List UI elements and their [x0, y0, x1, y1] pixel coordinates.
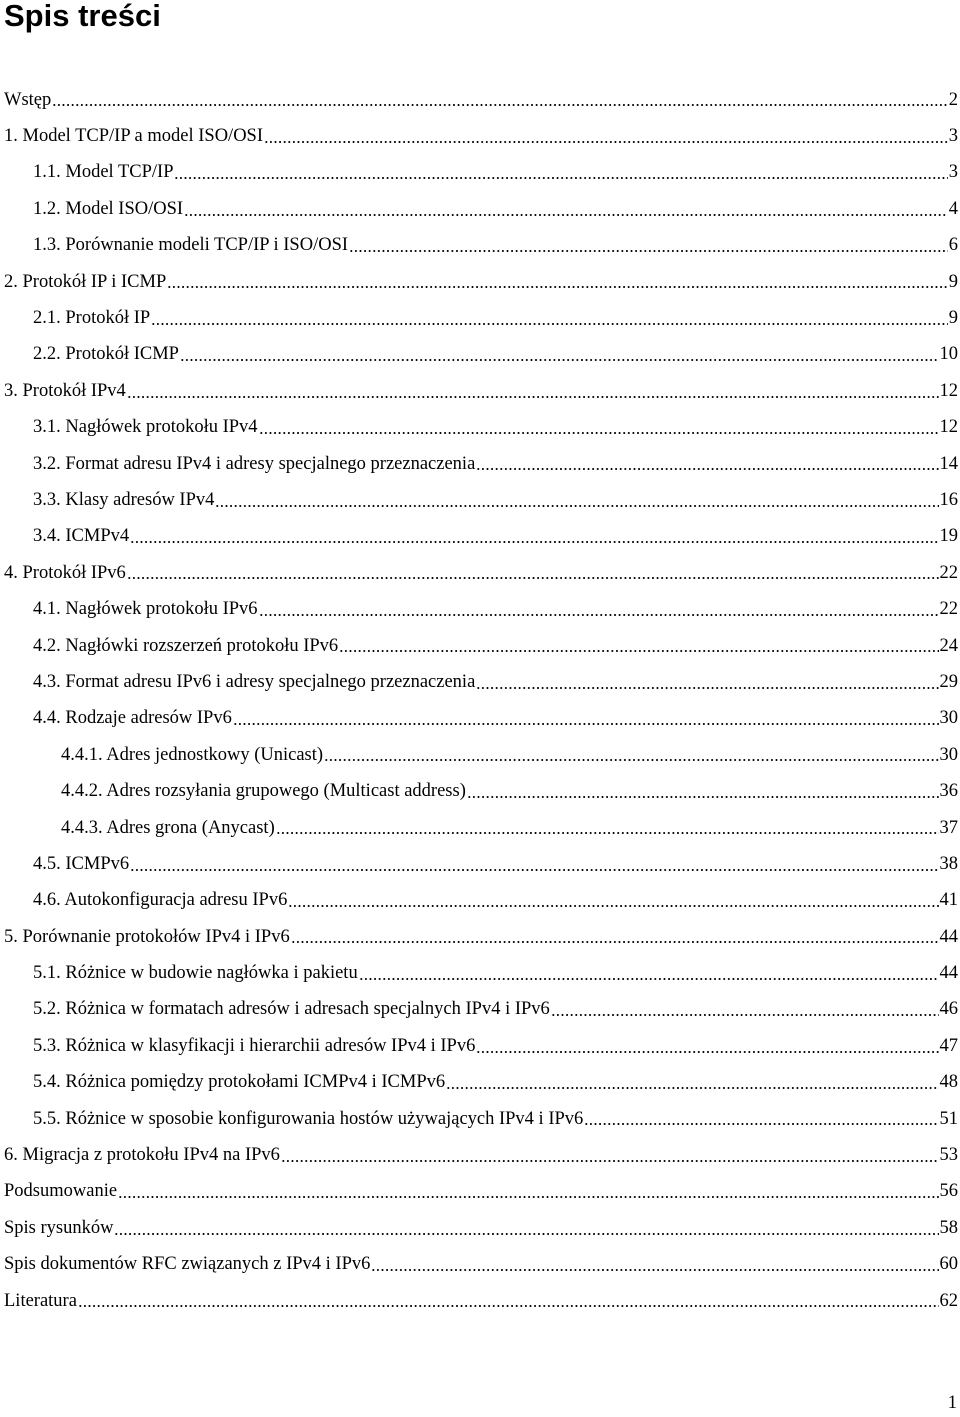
toc-entry-page: 44 [939, 963, 958, 984]
toc-dot-leader [130, 538, 938, 546]
toc-entry-label: Spis dokumentów RFC związanych z IPv4 i IPv6 [4, 1254, 371, 1275]
toc-entry-label: 5.3. Różnica w klasyfikacji i hierarchii adresów IPv4 i IPv6 [33, 1035, 476, 1056]
toc-entry[interactable] [0, 773, 960, 809]
table-of-contents [0, 82, 960, 1319]
toc-dot-leader [359, 975, 939, 983]
toc-entry-label: 1.1. Model TCP/IP [33, 162, 174, 183]
toc-entry-label: 4.1. Nagłówek protokołu IPv6 [33, 599, 258, 620]
toc-entry-page: 29 [939, 671, 958, 692]
toc-entry[interactable] [0, 664, 960, 700]
toc-entry-label: 1.3. Porównanie modeli TCP/IP i ISO/OSI [33, 235, 349, 256]
toc-entry[interactable] [0, 373, 960, 409]
toc-entry-label: Spis rysunków [4, 1217, 114, 1238]
toc-entry-page: 46 [939, 999, 958, 1020]
toc-entry-page: 48 [939, 1072, 958, 1093]
toc-entry[interactable] [0, 228, 960, 264]
toc-entry-label: 5. Porównanie protokołów IPv4 i IPv6 [4, 926, 290, 947]
page-title: Spis treści [4, 0, 161, 33]
toc-dot-leader [259, 611, 939, 619]
toc-entry[interactable] [0, 1137, 960, 1173]
toc-dot-leader [180, 356, 939, 364]
toc-entry-page: 62 [939, 1290, 958, 1311]
toc-dot-leader [339, 647, 938, 655]
toc-entry[interactable] [0, 1101, 960, 1137]
toc-entry[interactable] [0, 1210, 960, 1246]
toc-dot-leader [52, 101, 947, 109]
toc-entry-label: 3. Protokół IPv4 [4, 380, 126, 401]
page-number: 1 [947, 1393, 957, 1413]
toc-entry[interactable] [0, 992, 960, 1028]
toc-entry-label: 2.2. Protokół ICMP [33, 344, 179, 365]
toc-entry-label: 3.2. Format adresu IPv4 i adresy specjalnego przeznaczenia [33, 453, 476, 474]
toc-dot-leader [259, 429, 939, 437]
toc-dot-leader [151, 320, 948, 328]
toc-entry[interactable] [0, 1174, 960, 1210]
toc-entry[interactable] [0, 737, 960, 773]
toc-entry-label: 4.4. Rodzaje adresów IPv6 [33, 708, 232, 729]
toc-dot-leader [281, 1157, 939, 1165]
toc-entry-label: Wstęp [4, 89, 52, 110]
toc-dot-leader [215, 502, 938, 510]
toc-entry[interactable] [0, 1028, 960, 1064]
toc-entry-page: 10 [939, 344, 958, 365]
toc-entry-page: 38 [939, 853, 958, 874]
toc-entry-page: 2 [948, 89, 958, 110]
toc-dot-leader [291, 938, 939, 946]
toc-entry[interactable] [0, 191, 960, 227]
toc-dot-leader [78, 1302, 939, 1310]
toc-entry[interactable] [0, 919, 960, 955]
toc-entry-page: 30 [939, 708, 958, 729]
toc-entry-label: 5.5. Różnice w sposobie konfigurowania hostów używających IPv4 i IPv6 [33, 1108, 584, 1129]
toc-dot-leader [114, 1230, 938, 1238]
toc-dot-leader [127, 574, 939, 582]
toc-dot-leader [467, 793, 939, 801]
toc-entry-label: 4. Protokół IPv6 [4, 562, 126, 583]
toc-entry-page: 4 [948, 198, 958, 219]
toc-entry-label: 1.2. Model ISO/OSI [33, 198, 184, 219]
toc-entry[interactable] [0, 628, 960, 664]
toc-entry-page: 41 [939, 890, 958, 911]
toc-entry[interactable] [0, 482, 960, 518]
toc-entry-label: 3.4. ICMPv4 [33, 526, 130, 547]
toc-entry[interactable] [0, 555, 960, 591]
toc-entry[interactable] [0, 591, 960, 627]
toc-dot-leader [584, 1120, 938, 1128]
toc-entry-page: 19 [939, 526, 958, 547]
toc-entry-page: 14 [939, 453, 958, 474]
toc-dot-leader [130, 866, 938, 874]
toc-entry-label: 2.1. Protokół IP [33, 308, 151, 329]
toc-entry[interactable] [0, 1247, 960, 1283]
toc-entry-label: 4.3. Format adresu IPv6 i adresy specjalnego przeznaczenia [33, 671, 476, 692]
toc-entry-label: 1. Model TCP/IP a model ISO/OSI [4, 126, 264, 147]
toc-entry-label: 4.4.2. Adres rozsyłania grupowego (Multicast address) [61, 781, 466, 802]
toc-entry-page: 56 [939, 1181, 958, 1202]
toc-entry-page: 16 [939, 489, 958, 510]
toc-entry-page: 44 [939, 926, 958, 947]
toc-dot-leader [127, 393, 939, 401]
toc-dot-leader [276, 829, 939, 837]
toc-entry-page: 6 [948, 235, 958, 256]
toc-entry[interactable] [0, 410, 960, 446]
toc-entry[interactable] [0, 701, 960, 737]
toc-dot-leader [118, 1193, 938, 1201]
toc-entry[interactable] [0, 118, 960, 154]
toc-entry-page: 24 [939, 635, 958, 656]
toc-entry-page: 47 [939, 1035, 958, 1056]
toc-dot-leader [174, 174, 947, 182]
toc-entry-page: 12 [939, 380, 958, 401]
toc-entry-label: 4.6. Autokonfiguracja adresu IPv6 [33, 890, 288, 911]
toc-dot-leader [349, 247, 948, 255]
toc-entry[interactable] [0, 955, 960, 991]
toc-entry-label: 3.1. Nagłówek protokołu IPv4 [33, 417, 258, 438]
toc-entry-label: 4.4.1. Adres jednostkowy (Unicast) [61, 744, 324, 765]
toc-entry[interactable] [0, 1283, 960, 1319]
toc-entry-page: 3 [948, 162, 958, 183]
toc-dot-leader [167, 283, 948, 291]
toc-entry[interactable] [0, 337, 960, 373]
toc-entry-page: 9 [948, 271, 958, 292]
toc-entry-label: 2. Protokół IP i ICMP [4, 271, 167, 292]
toc-entry[interactable] [0, 883, 960, 919]
toc-dot-leader [476, 684, 938, 692]
toc-entry-label: 4.2. Nagłówki rozszerzeń protokołu IPv6 [33, 635, 339, 656]
toc-entry[interactable] [0, 264, 960, 300]
toc-entry-page: 22 [939, 562, 958, 583]
toc-dot-leader [264, 138, 948, 146]
toc-entry[interactable] [0, 810, 960, 846]
toc-entry[interactable] [0, 1065, 960, 1101]
toc-entry-page: 37 [939, 817, 958, 838]
toc-dot-leader [371, 1266, 938, 1274]
toc-entry[interactable] [0, 519, 960, 555]
toc-entry-label: 4.4.3. Adres grona (Anycast) [61, 817, 275, 838]
toc-dot-leader [288, 902, 938, 910]
toc-entry-page: 30 [939, 744, 958, 765]
toc-dot-leader [551, 1011, 939, 1019]
toc-entry-page: 58 [939, 1217, 958, 1238]
toc-entry[interactable] [0, 300, 960, 336]
toc-entry-label: 5.4. Różnica pomiędzy protokołami ICMPv4 i ICMPv6 [33, 1072, 446, 1093]
toc-entry-page: 3 [948, 126, 958, 147]
toc-entry-label: Podsumowanie [4, 1181, 118, 1202]
toc-entry-page: 9 [948, 308, 958, 329]
toc-dot-leader [476, 465, 938, 473]
toc-entry[interactable] [0, 846, 960, 882]
toc-entry-page: 36 [939, 781, 958, 802]
toc-entry-label: 6. Migracja z protokołu IPv4 na IPv6 [4, 1145, 280, 1166]
toc-entry-label: 3.3. Klasy adresów IPv4 [33, 489, 215, 510]
toc-entry-page: 22 [939, 599, 958, 620]
toc-entry[interactable] [0, 82, 960, 118]
toc-dot-leader [446, 1084, 938, 1092]
toc-entry-page: 51 [939, 1108, 958, 1129]
toc-entry-label: 5.2. Różnica w formatach adresów i adresach specjalnych IPv4 i IPv6 [33, 999, 550, 1020]
toc-entry-page: 12 [939, 417, 958, 438]
toc-entry-label: Literatura [4, 1290, 77, 1311]
toc-dot-leader [476, 1048, 938, 1056]
toc-dot-leader [324, 756, 938, 764]
toc-dot-leader [184, 211, 948, 219]
toc-entry-page: 60 [939, 1254, 958, 1275]
toc-entry-page: 53 [939, 1145, 958, 1166]
toc-entry[interactable] [0, 155, 960, 191]
toc-dot-leader [233, 720, 939, 728]
toc-entry[interactable] [0, 446, 960, 482]
toc-entry-label: 5.1. Różnice w budowie nagłówka i pakietu [33, 963, 358, 984]
toc-entry-label: 4.5. ICMPv6 [33, 853, 130, 874]
